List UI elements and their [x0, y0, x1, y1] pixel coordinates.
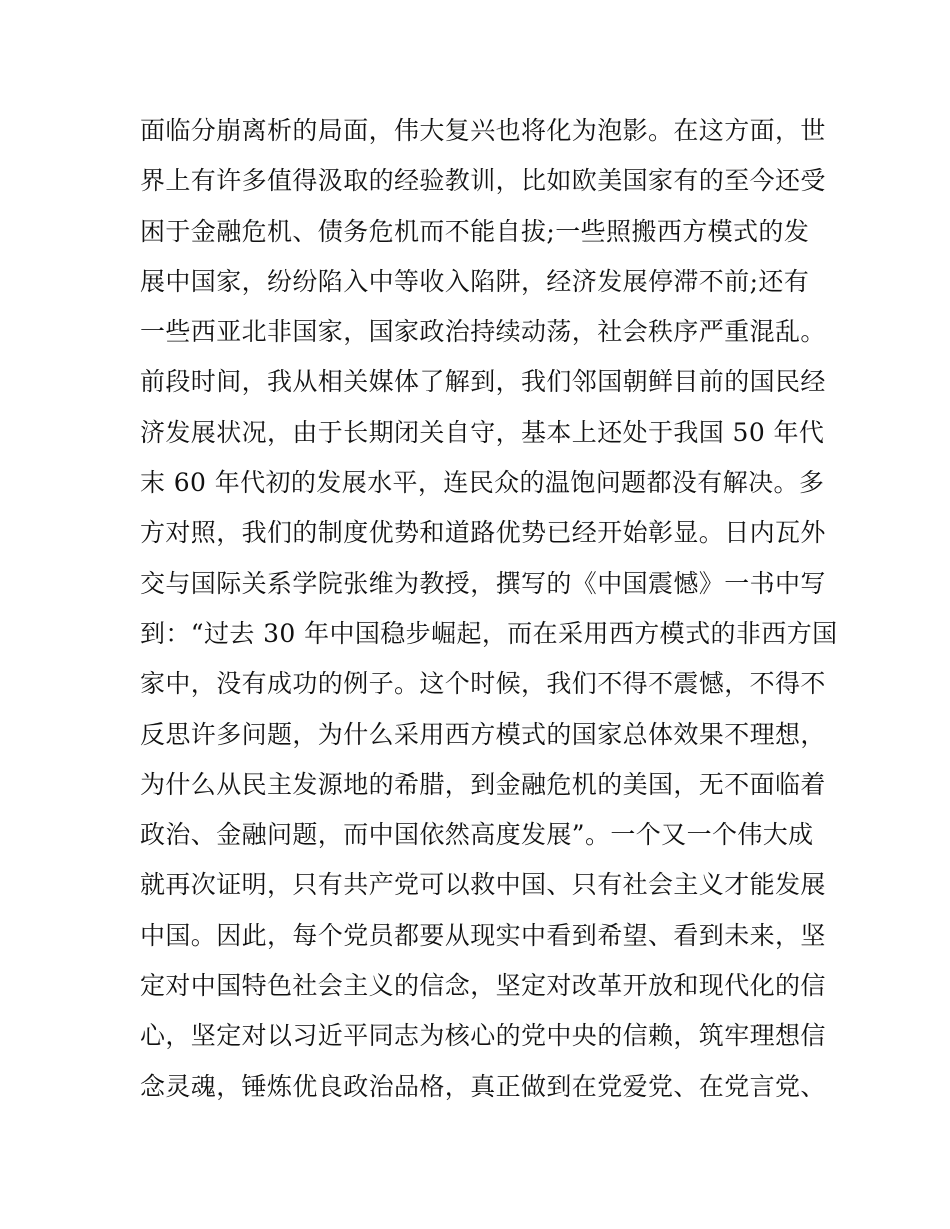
text-line: 界上有许多值得汲取的经验教训，比如欧美国家有的至今还受	[140, 166, 826, 196]
text-line: 困于金融危机、债务危机而不能自拔;一些照搬西方模式的发	[140, 216, 810, 246]
text-line: 定对中国特色社会主义的信念，坚定对改革开放和现代化的信	[140, 971, 826, 1001]
text-line: 家中，没有成功的例子。这个时候，我们不得不震憾，不得不	[140, 669, 826, 699]
text-line: 前段时间，我从相关媒体了解到，我们邻国朝鲜目前的国民经	[140, 367, 826, 397]
text-line: 就再次证明，只有共产党可以救中国、只有社会主义才能发展	[140, 870, 826, 900]
text-line: 交与国际关系学院张维为教授，撰写的《中国震憾》一书中写	[140, 568, 826, 598]
text-line: 方对照，我们的制度优势和道路优势已经开始彰显。日内瓦外	[140, 518, 826, 548]
text-line: 中国。因此，每个党员都要从现实中看到希望、看到未来，坚	[140, 920, 826, 950]
text-line: 为什么从民主发源地的希腊，到金融危机的美国，无不面临着	[140, 769, 826, 799]
text-line: 一些西亚北非国家，国家政治持续动荡，社会秩序严重混乱。	[140, 317, 826, 347]
text-line: 到：“过去 30 年中国稳步崛起，而在采用西方模式的非西方国	[140, 618, 838, 648]
text-line: 念灵魂，锤炼优良政治品格，真正做到在党爱党、在党言党、	[140, 1071, 826, 1101]
text-line: 面临分崩离析的局面，伟大复兴也将化为泡影。在这方面，世	[140, 116, 826, 145]
text-line: 政治、金融问题，而中国依然高度发展”。一个又一个伟大成	[140, 820, 814, 850]
text-line: 反思许多问题，为什么采用西方模式的国家总体效果不理想，	[140, 719, 826, 749]
text-line: 济发展状况，由于长期闭关自守，基本上还处于我国 50 年代	[140, 417, 825, 447]
text-line: 展中国家，纷纷陷入中等收入陷阱，经济发展停滞不前;还有	[140, 266, 810, 296]
text-line: 末 60 年代初的发展水平，连民众的温饱问题都没有解决。多	[140, 468, 825, 498]
body-text	[140, 106, 838, 1112]
text-line: 心，坚定对以习近平同志为核心的党中央的信赖，筑牢理想信	[140, 1021, 826, 1051]
